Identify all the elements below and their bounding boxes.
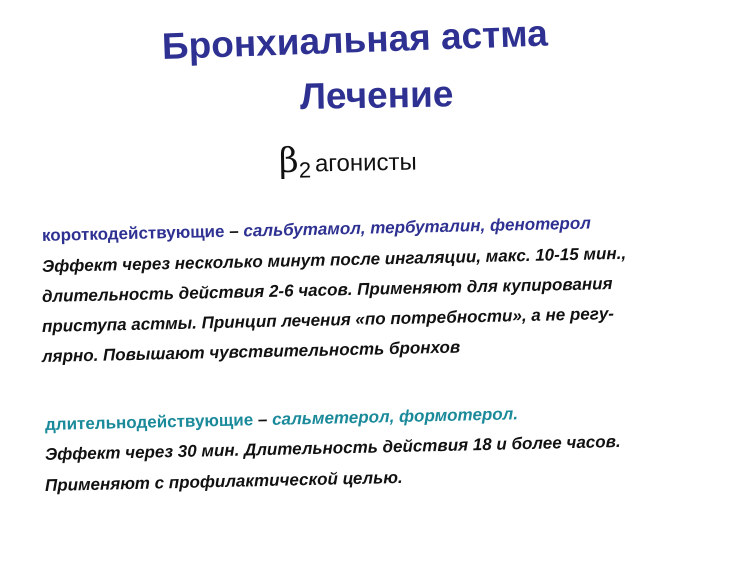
heading-dash: –	[228, 221, 239, 241]
long-acting-drugs: сальметерол, формотерол.	[271, 404, 519, 429]
long-acting-block	[45, 0, 745, 577]
long-acting-term: длительнодействующие	[44, 410, 254, 434]
short-acting-term: короткодействующие	[41, 221, 225, 245]
beta-subscript: 2	[298, 157, 312, 183]
heading-dash: –	[257, 409, 268, 430]
long-acting-heading	[45, 404, 518, 435]
short-acting-line-2: длительность действия 2-6 часов. Применяют для купирования	[41, 274, 613, 306]
short-acting-line-3: приступа астмы. Принцип лечения «по потребности», а не регу-	[41, 304, 615, 336]
short-acting-line-4: лярно. Повышают чувствительность бронхов	[41, 337, 461, 366]
long-acting-line-1: Эффект через 30 мин. Длительность действия 18 и более часов.	[44, 431, 621, 464]
beta-symbol: β	[278, 140, 299, 181]
long-acting-line-2: Применяют с профилактической целью.	[44, 467, 403, 495]
short-acting-drugs: сальбутамол, тербуталин, фенотерол	[243, 213, 592, 241]
short-acting-line-1: Эффект через несколько минут после ингаляции, макс. 10-15 мин.,	[41, 243, 627, 276]
slide-subtitle-title: Лечение	[299, 73, 454, 117]
slide-title: Бронхиальная астма	[161, 12, 549, 67]
agonists-label: агонисты	[314, 148, 418, 178]
